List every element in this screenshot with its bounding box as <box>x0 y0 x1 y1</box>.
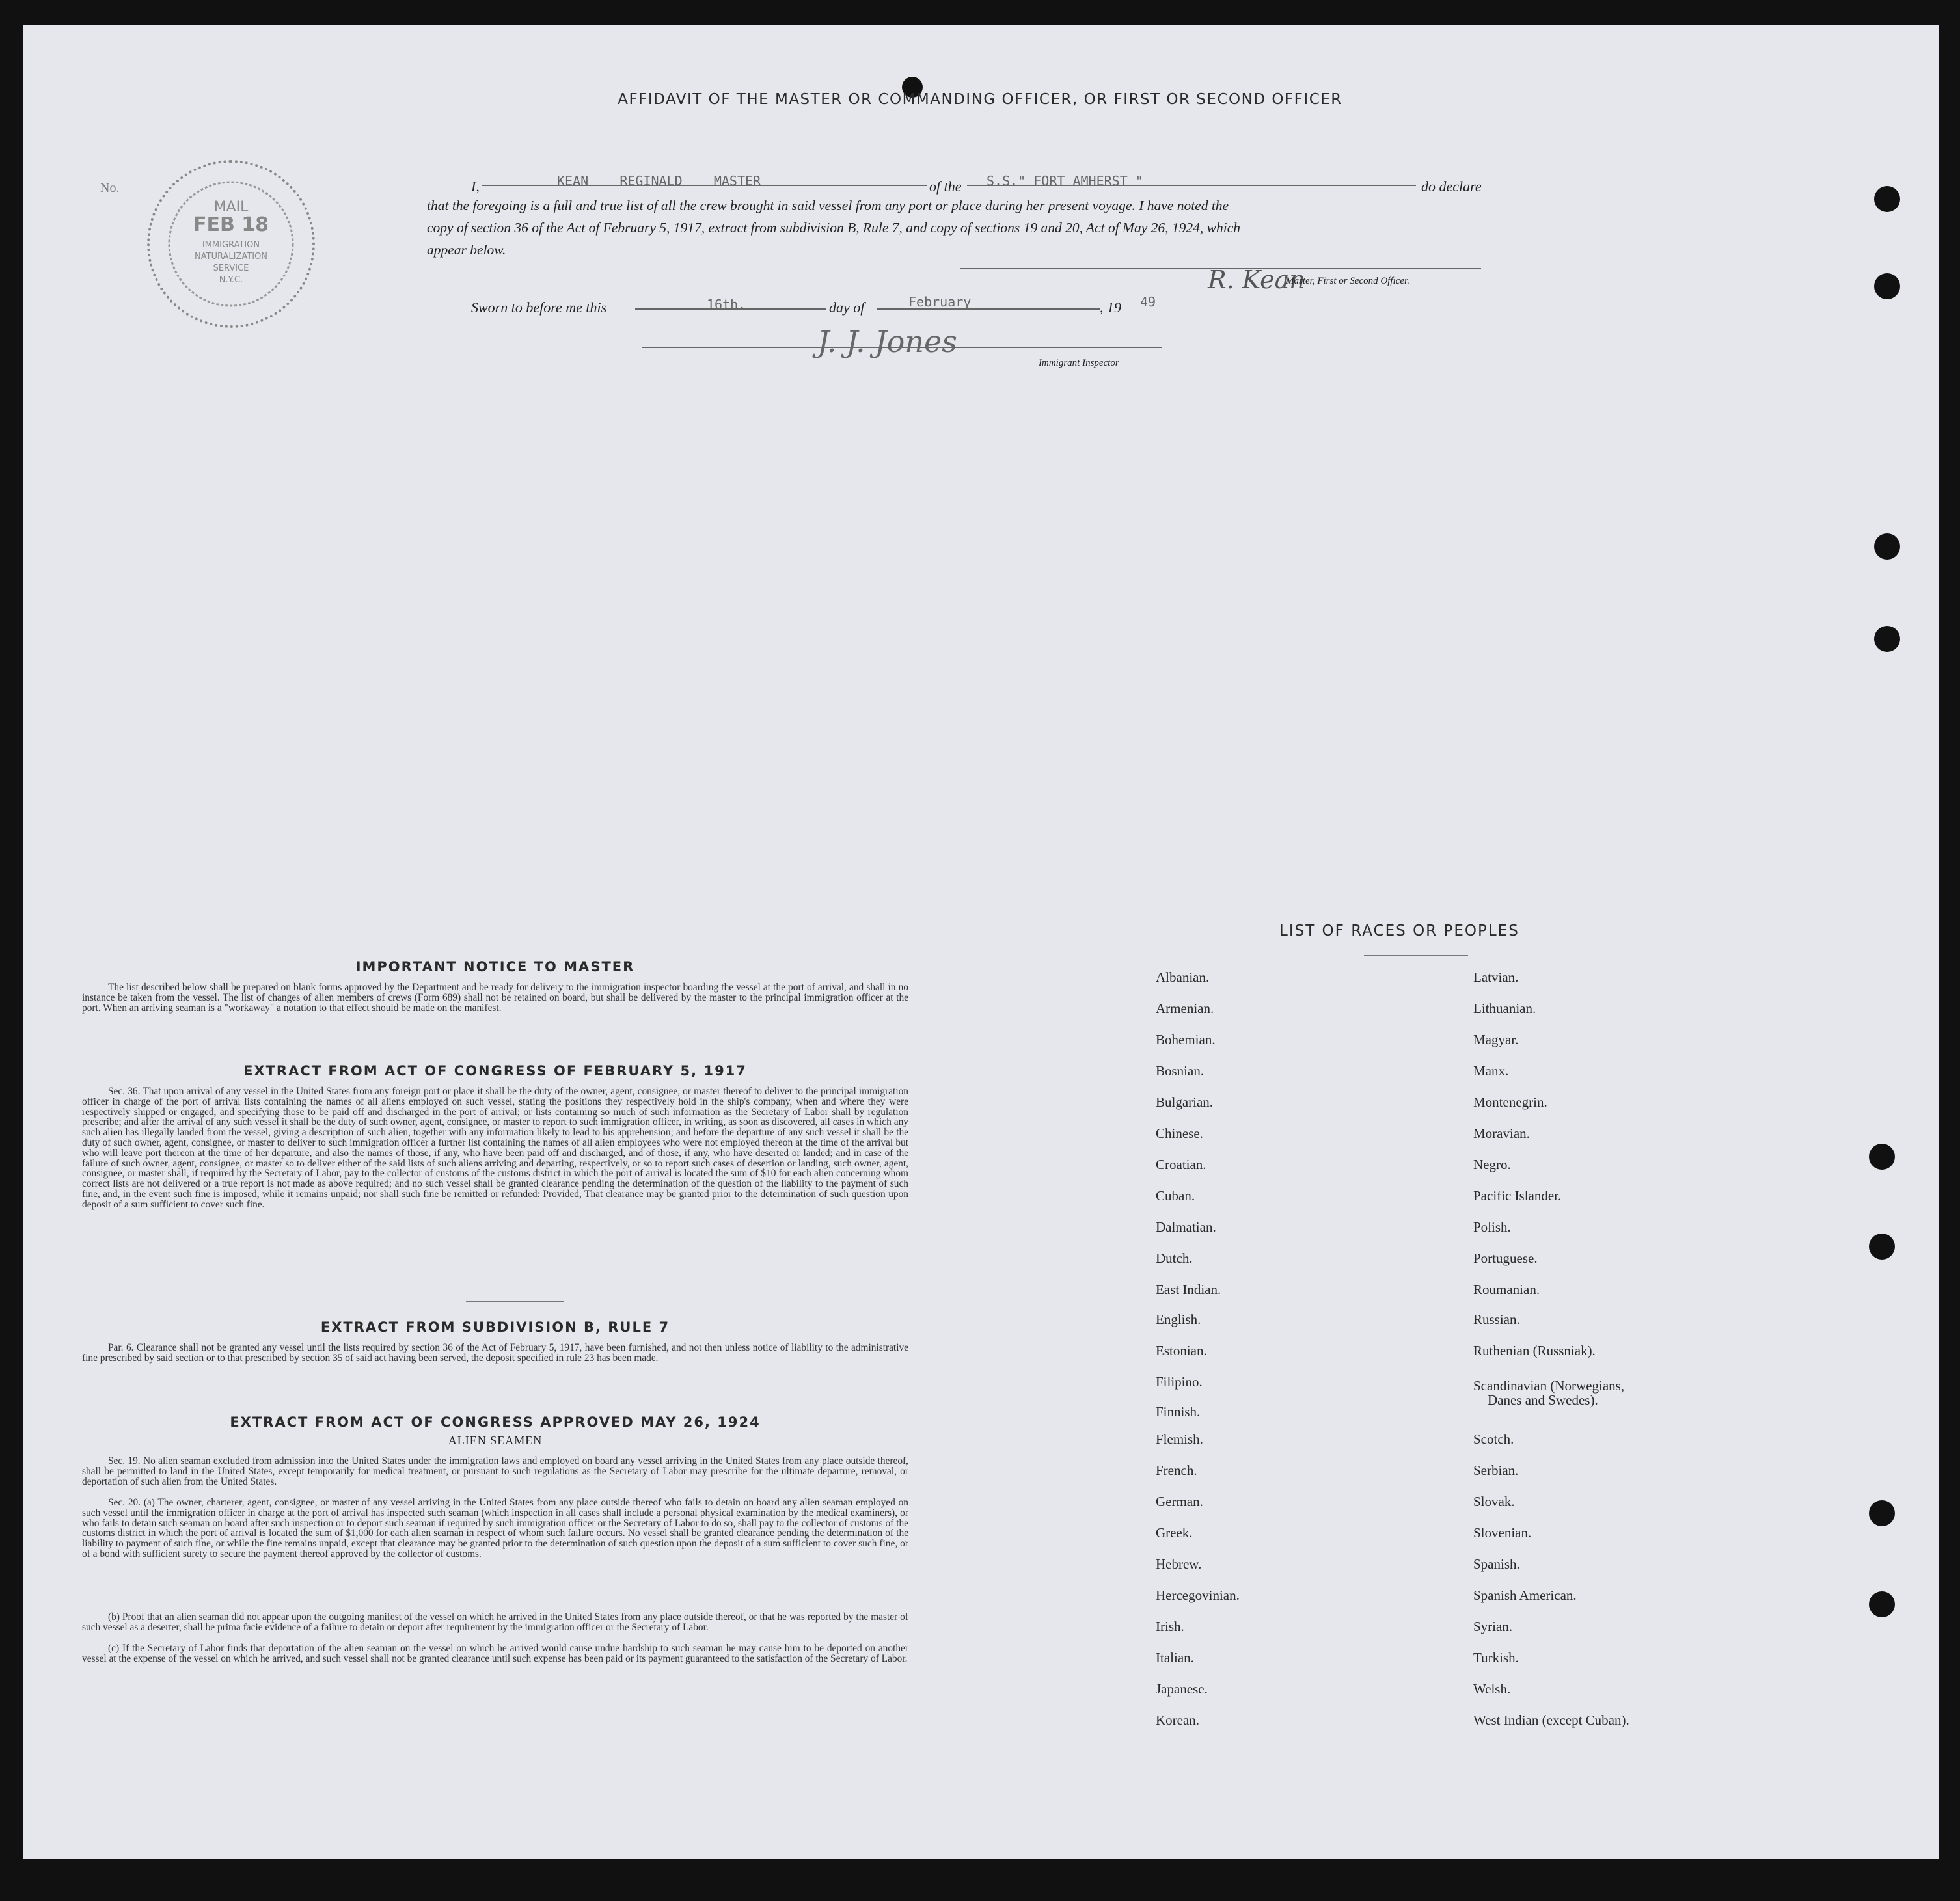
race-item: Portuguese. <box>1473 1250 1538 1266</box>
seal-date: FEB 18 <box>193 213 269 236</box>
seal-month: MAIL <box>213 199 249 215</box>
race-item: Slovak. <box>1473 1494 1515 1509</box>
race-item: Bohemian. <box>1156 1032 1216 1047</box>
race-item: Estonian. <box>1156 1343 1207 1358</box>
inspector-caption: Immigrant Inspector <box>1039 358 1119 368</box>
race-item: Italian. <box>1156 1650 1194 1665</box>
inspector-signature: J. J. Jones <box>817 324 957 359</box>
race-item: Scotch. <box>1473 1431 1514 1447</box>
race-item: Syrian. <box>1473 1619 1513 1634</box>
race-item: Moravian. <box>1473 1126 1530 1141</box>
extract-1924-title: EXTRACT FROM ACT OF CONGRESS APPROVED MAY 26, 1924 <box>230 1414 761 1430</box>
affidavit-body-line2: copy of section 36 of the Act of February 5, 1917, extract from subdivision B, Rule 7, and copy of sections 19 and 20, Act of May 26, 1924, which <box>427 220 1240 236</box>
race-item: Hercegovinian. <box>1156 1587 1240 1603</box>
race-item: Japanese. <box>1156 1681 1208 1697</box>
master-caption: Master, First or Second Officer. <box>1286 276 1409 286</box>
divider <box>1364 955 1468 956</box>
affidavit-body-line3: appear below. <box>427 242 506 258</box>
race-item: Greek. <box>1156 1525 1193 1541</box>
vessel-name-filled: S.S." FORT AMHERST " <box>987 173 1143 189</box>
race-item: Spanish. <box>1473 1556 1520 1572</box>
race-item: Croatian. <box>1156 1157 1206 1172</box>
race-item: Ruthenian (Russniak). <box>1473 1343 1596 1358</box>
race-item: Bulgarian. <box>1156 1094 1214 1110</box>
rule7-text: Par. 6. Clearance shall not be granted any vessel until the lists required by section 36 of the Act of February 5, 1917, have been furnished, and not then unless notice of liability to the administrative fine prescribed by said section or to that prescribed by section 35 of said act having been served, the deposit specified in rule 23 has been made. <box>82 1342 908 1364</box>
svg-text:SERVICE: SERVICE <box>213 263 249 273</box>
extract-1924-sec20c: (c) If the Secretary of Labor finds that deportation of the alien seaman on the vessel on which he arrived would cause undue hardship to such seaman he may cause him to be deported on another vessel at the expense of the vessel on which he arrived, and such vessel shall not be granted clearance until such expense has been paid or its payment guaranteed to the satisfaction of the Secretary of Labor. <box>82 1643 908 1664</box>
punch-hole <box>1874 273 1900 299</box>
race-item: Russian. <box>1473 1312 1520 1327</box>
of-the-label: of the <box>929 178 962 195</box>
race-item: Flemish. <box>1156 1431 1203 1447</box>
race-item: French. <box>1156 1463 1197 1478</box>
master-signature-line <box>960 268 1481 269</box>
race-item: Spanish American. <box>1473 1587 1577 1603</box>
race-item: Cuban. <box>1156 1188 1195 1204</box>
race-item: Welsh. <box>1473 1681 1511 1697</box>
race-item: Dalmatian. <box>1156 1219 1216 1235</box>
race-item: Chinese. <box>1156 1126 1203 1141</box>
race-item: Roumanian. <box>1473 1282 1540 1297</box>
svg-text:NATURALIZATION: NATURALIZATION <box>194 252 268 262</box>
race-item: Slovenian. <box>1473 1525 1532 1541</box>
extract-1924-subtitle: ALIEN SEAMEN <box>448 1434 543 1447</box>
day-of-label: day of <box>829 299 865 316</box>
extract-1917-text: Sec. 36. That upon arrival of any vessel in the United States from any foreign port or place it shall be the duty of the owner, agent, consignee, or master thereof to deliver to the principal immigration officer in charge of the port of arrival lists containing the names of all aliens employed on such vessel, stating the positions they respectively hold in the ship's company, when and where they were respectively shipped or engaged, and specifying those to be paid off and discharged in the port of arrival; or lists containing so much of such information as the Secretary of Labor shall by regulation prescribe; and after the arrival of any such vessel it shall be the duty of such owner, agent, consignee, or master to report to such immigration officer, in writing, as soon as discovered, all cases in which any such alien has illegally landed from the vessel, giving a description of such alien, together with any information likely to lead to his apprehension; and before the departure of any such vessel it shall be the duty of such owner, agent, consignee, or master to deliver to such immigration officer a further list containing the names of all alien employees who were not employed thereon at the time of the arrival but who will leave port thereon at the time of her departure, and also the names of those, if any, who have been paid off and discharged, and of those, if any, who have deserted or landed; and in case of the failure of such owner, agent, consignee, or master so to deliver either of the said lists of such aliens arriving and departing, respectively, or so to report such cases of desertion or landing, such owner, agent, consignee, or master shall, if required by the Secretary of Labor, pay to the collector of customs of the customs district in which the port of arrival is located the sum of $10 for each alien concerning whom correct lists are not delivered or a true report is not made as above required; and no such vessel shall be granted clearance pending the determination of the question of the liability to the payment of such fine, and, in the event such fine is imposed, while it remains unpaid; nor shall such fine be remitted or refunded: Provided, That clearance may be granted prior to the determination of such question upon deposit of a sum sufficient to cover such fine. <box>82 1086 908 1210</box>
year-filled: 49 <box>1140 294 1156 310</box>
notice-text: The list described below shall be prepared on blank forms approved by the Department and be ready for delivery to the immigration inspector boarding the vessel at the port of arrival, and shall in no instance be taken from the vessel. The list of changes of alien members of crews (Form 689) shall not be retained on board, but shall be delivered by the master to the principal immigration officer at the port. When an arriving seaman is a "workaway" a notation to that effect should be made on the manifest. <box>82 982 908 1014</box>
margin-mark: No. <box>100 181 120 195</box>
divider <box>466 1301 564 1302</box>
race-item: Serbian. <box>1473 1463 1519 1478</box>
document-page <box>23 25 1939 1859</box>
race-item: East Indian. <box>1156 1282 1221 1297</box>
rule7-title: EXTRACT FROM SUBDIVISION B, RULE 7 <box>320 1319 670 1335</box>
svg-text:IMMIGRATION: IMMIGRATION <box>202 240 260 250</box>
race-item: Dutch. <box>1156 1250 1193 1266</box>
race-item: Danes and Swedes). <box>1488 1392 1598 1408</box>
race-item: Negro. <box>1473 1157 1511 1172</box>
day-filled: 16th. <box>707 297 746 312</box>
race-item: English. <box>1156 1312 1201 1327</box>
extract-1924-sec20b: (b) Proof that an alien seaman did not appear upon the outgoing manifest of the vessel on which he arrived in the United States from any place outside thereof, or that he was reported by the master of such vessel as a deserter, shall be prima facie evidence of a failure to detain or deport after requirement by the immigration officer or the Secretary of Labor. <box>82 1611 908 1633</box>
race-item: West Indian (except Cuban). <box>1473 1712 1629 1728</box>
race-item: German. <box>1156 1494 1203 1509</box>
race-item: Turkish. <box>1473 1650 1519 1665</box>
master-name-filled: KEAN REGINALD MASTER <box>557 173 761 189</box>
punch-hole <box>1869 1144 1895 1170</box>
affidavit-title: AFFIDAVIT OF THE MASTER OR COMMANDING OFFICER, OR FIRST OR SECOND OFFICER <box>618 91 1342 108</box>
immigration-seal-stamp <box>147 160 315 328</box>
race-item: Armenian. <box>1156 1001 1214 1016</box>
punch-hole <box>1869 1591 1895 1617</box>
race-item: Finnish. <box>1156 1404 1201 1420</box>
race-item: Montenegrin. <box>1473 1094 1547 1110</box>
notice-title: IMPORTANT NOTICE TO MASTER <box>355 959 635 975</box>
punch-hole <box>1874 533 1900 560</box>
race-item: Hebrew. <box>1156 1556 1202 1572</box>
punch-hole <box>1869 1234 1895 1260</box>
punch-hole <box>1874 626 1900 652</box>
extract-1924-sec20a: Sec. 20. (a) The owner, charterer, agent, consignee, or master of any vessel arriving in the United States from any place outside thereof who fails to detain on board any alien seaman employed on such vessel until the immigration officer in charge at the port of arrival has inspected such seaman (which inspection in all cases shall include a personal physical examination by the medical examiners), or who fails to detain such seaman on board after such inspection or to deport such seaman if required by such immigration officer or the Secretary of Labor to do so, shall pay to the collector of customs of the customs district in which the port of arrival is located the sum of $1,000 for each alien seaman in respect of whom such failure occurs. No vessel shall be granted clearance pending the determination of the liability to payment of such fine, or while the fine remains unpaid, except that clearance may be granted prior to the determination of such question upon the deposit of a sum sufficient to cover such fine, or of a bond with sufficient surety to secure the payment thereof approved by the collector of customs. <box>82 1497 908 1559</box>
punch-hole <box>1874 186 1900 212</box>
sworn-label: Sworn to before me this <box>471 299 607 316</box>
race-item: Lithuanian. <box>1473 1001 1536 1016</box>
race-item: Korean. <box>1156 1712 1200 1728</box>
affidavit-body-line1: that the foregoing is a full and true list of all the crew brought in said vessel from any port or place during her present voyage. I have noted the <box>427 198 1229 213</box>
inspector-signature-line <box>642 347 1162 348</box>
svg-text:N.Y.C.: N.Y.C. <box>219 275 243 285</box>
i-label: I, <box>471 178 480 195</box>
month-filled: February <box>908 294 972 310</box>
race-item: Manx. <box>1473 1063 1509 1079</box>
race-item: Filipino. <box>1156 1374 1203 1390</box>
race-item: Albanian. <box>1156 969 1210 985</box>
do-declare-label: do declare <box>1421 178 1482 195</box>
race-item: Magyar. <box>1473 1032 1519 1047</box>
race-item: Irish. <box>1156 1619 1184 1634</box>
master-signature: R. Kean <box>1208 265 1305 294</box>
race-item: Bosnian. <box>1156 1063 1205 1079</box>
extract-1924-sec19: Sec. 19. No alien seaman excluded from admission into the United States under the immigration laws and employed on board any vessel arriving in the United States from any place outside thereof, shall be permitted to land in the United States, except temporarily for medical treatment, or pursuant to such regulations as the Secretary of Labor may prescribe for the ultimate departure, removal, or deportation of such alien from the United States. <box>82 1455 908 1487</box>
race-item: Pacific Islander. <box>1473 1188 1562 1204</box>
race-item: Scandinavian (Norwegians, <box>1473 1378 1625 1394</box>
year-prefix: , 19 <box>1100 299 1121 316</box>
races-title: LIST OF RACES OR PEOPLES <box>1279 923 1519 939</box>
race-item: Polish. <box>1473 1219 1511 1235</box>
race-item: Latvian. <box>1473 969 1519 985</box>
extract-1917-title: EXTRACT FROM ACT OF CONGRESS OF FEBRUARY 5, 1917 <box>243 1063 747 1079</box>
punch-hole <box>1869 1500 1895 1526</box>
